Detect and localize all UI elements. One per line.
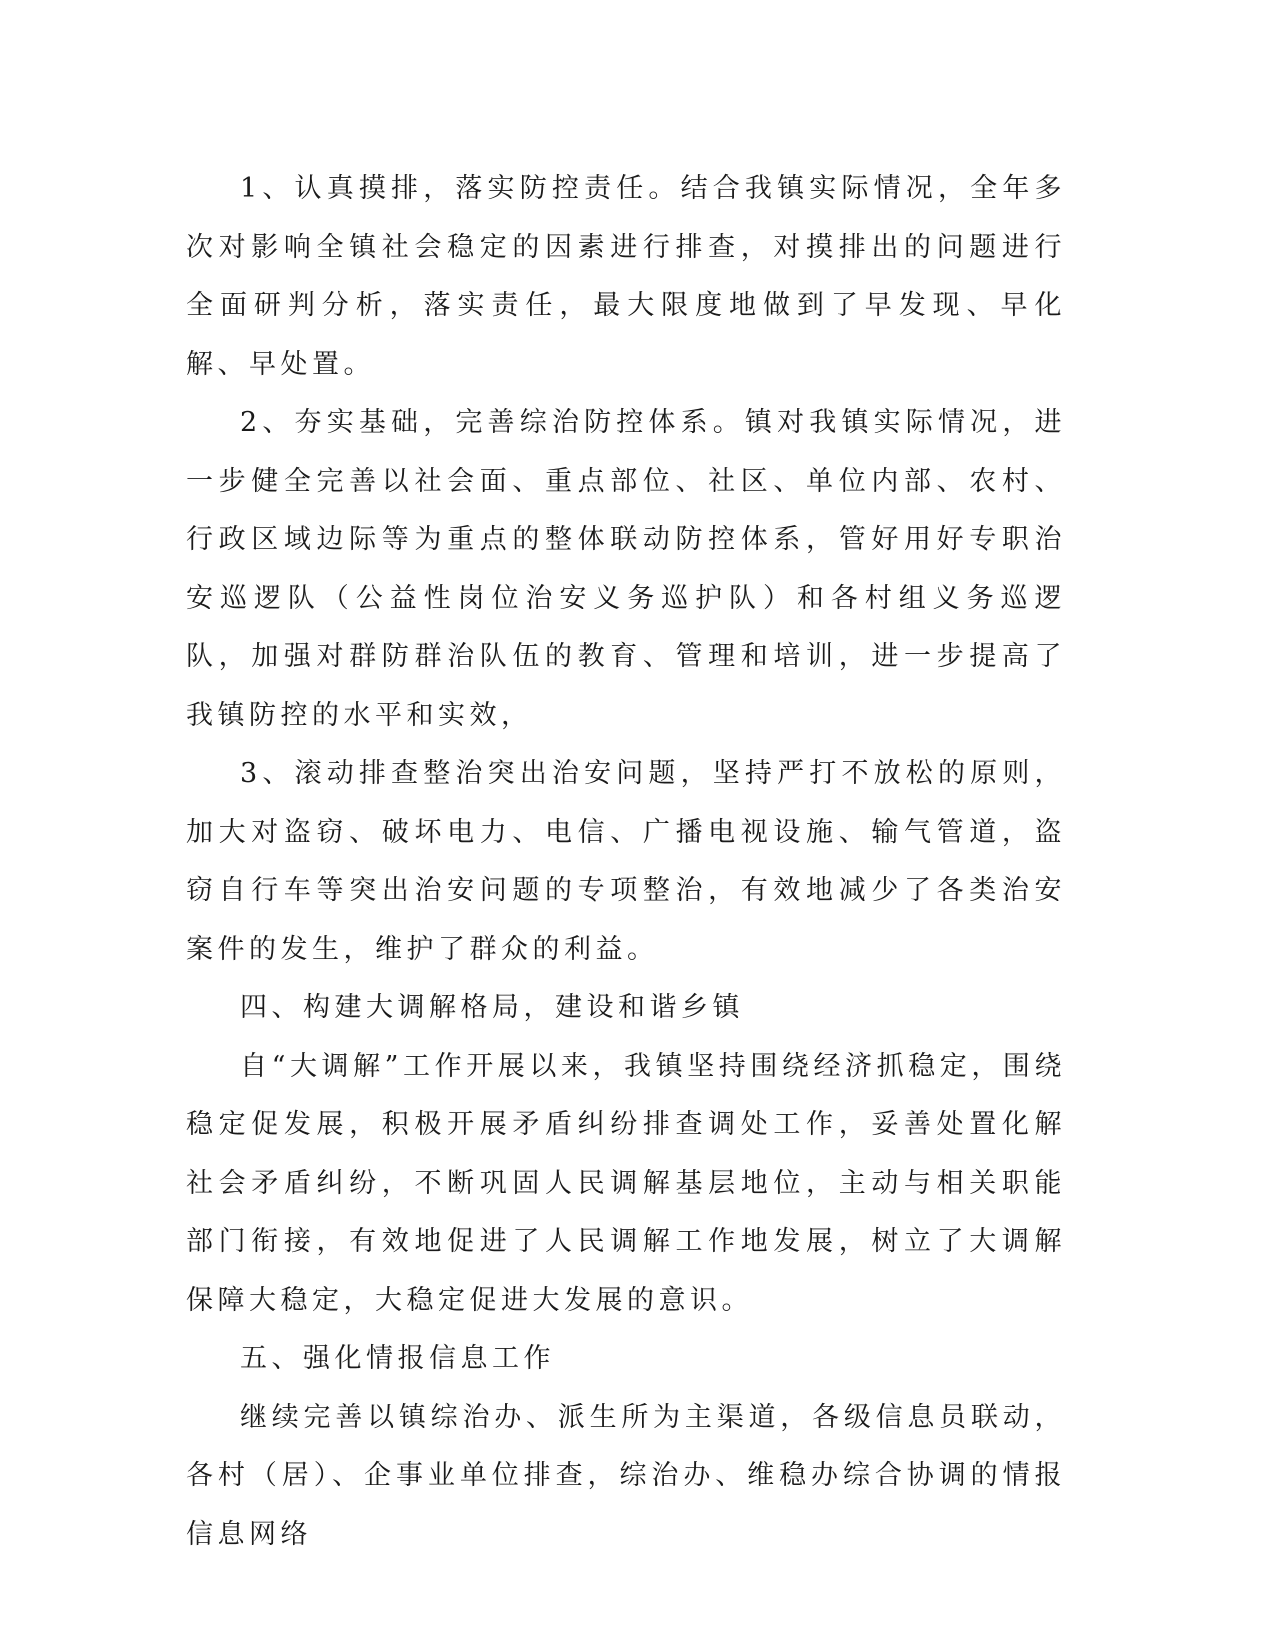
paragraph-4: 自“大调解”工作开展以来，我镇坚持围绕经济抓稳定，围绕稳定促发展，积极开展矛盾纠纷排查调处工作，妥善处置化解社会矛盾纠纷，不断巩固人民调解基层地位，主动与相关职能部门衔接，有效地促进了人民调解工作地发展，树立了大调解保障大稳定，大稳定促进大发展的意识。 <box>186 1050 1066 1316</box>
paragraph-3: 3、滚动排查整治突出治安问题，坚持严打不放松的原则，加大对盗窃、破坏电力、电信、广播电视设施、输气管道，盗窃自行车等突出治安问题的专项整治，有效地减少了各类治安案件的发生，维护了群众的利益。 <box>186 758 1066 965</box>
paragraph-2: 2、夯实基础，完善综治防控体系。镇对我镇实际情况，进一步健全完善以社会面、重点部位、社区、单位内部、农村、行政区域边际等为重点的整体联动防控体系，管好用好专职治安巡逻队（公益性岗位治安义务巡护队）和各村组义务巡逻队，加强对群防群治队伍的教育、管理和培训，进一步提高了我镇防控的水平和实效， <box>186 407 1066 731</box>
section-heading-5: 五、强化情报信息工作 <box>240 1343 555 1374</box>
section-heading-4: 四、构建大调解格局，建设和谐乡镇 <box>240 992 744 1023</box>
paragraph-1: 1、认真摸排，落实防控责任。结合我镇实际情况，全年多次对影响全镇社会稳定的因素进行排查，对摸排出的问题进行全面研判分析，落实责任，最大限度地做到了早发现、早化解、早处置。 <box>186 173 1066 380</box>
paragraph-5: 继续完善以镇综治办、派生所为主渠道，各级信息员联动，各村（居）、企事业单位排查，综治办、维稳办综合协调的情报信息网络 <box>186 1401 1066 1550</box>
document-body <box>186 160 1066 1564</box>
